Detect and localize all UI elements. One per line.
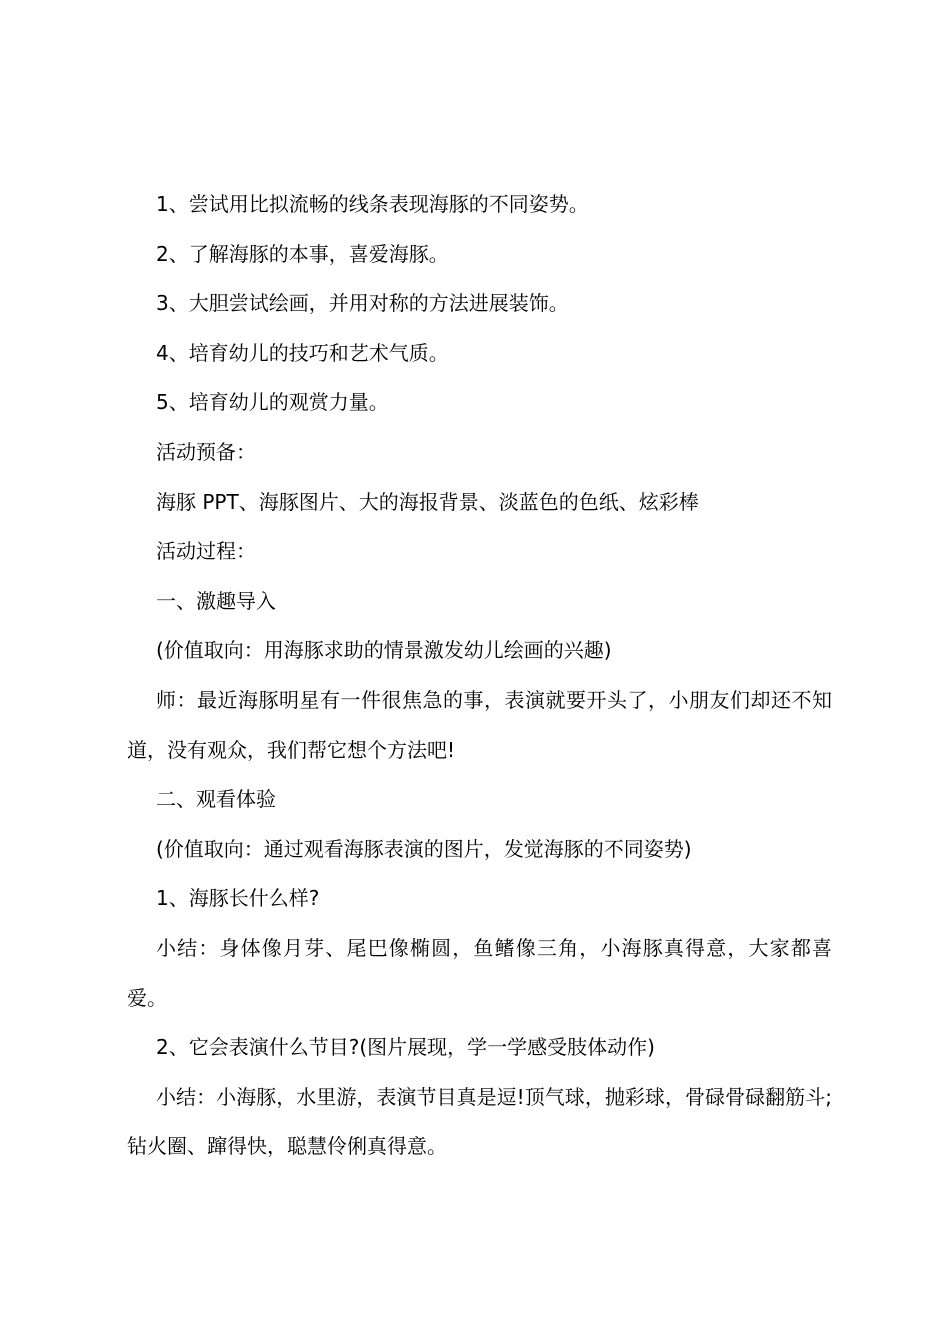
section-1-value: (价值取向：用海豚求助的情景激发幼儿绘画的兴趣) [156, 638, 612, 663]
question-2: 2、它会表演什么节目?(图片展现，学一学感受肢体动作) [156, 1035, 655, 1060]
section-2-value: (价值取向：通过观看海豚表演的图片，发觉海豚的不同姿势) [156, 836, 692, 861]
objective-4: 4、培育幼儿的技巧和艺术气质。 [156, 340, 449, 365]
process-heading: 活动过程： [156, 539, 256, 564]
summary-1: 小结：身体像月芽、尾巴像椭圆，鱼鳍像三角，小海豚真得意，大家都喜爱。 [127, 935, 832, 1010]
preparation-heading: 活动预备： [156, 439, 256, 464]
objective-2: 2、了解海豚的本事，喜爱海豚。 [156, 241, 449, 266]
preparation-materials: 海豚 PPT、海豚图片、大的海报背景、淡蓝色的色纸、炫彩棒 [156, 489, 699, 514]
section-2-heading: 二、观看体验 [156, 787, 276, 812]
objective-1: 1、尝试用比拟流畅的线条表现海豚的不同姿势。 [156, 192, 589, 216]
document-body [127, 180, 832, 1172]
question-1: 1、海豚长什么样? [156, 886, 320, 911]
objective-3: 3、大胆尝试绘画，并用对称的方法进展装饰。 [156, 291, 569, 316]
objective-5: 5、培育幼儿的观赏力量。 [156, 390, 389, 415]
section-1-heading: 一、激趣导入 [156, 588, 276, 613]
teacher-dialogue: 师：最近海豚明星有一件很焦急的事，表演就要开头了，小朋友们却还不知道，没有观众，我们帮它想个方法吧! [127, 687, 832, 762]
summary-2: 小结：小海豚，水里游，表演节目真是逗!顶气球，抛彩球，骨碌骨碌翻筋斗;钻火圈、蹿得快，聪慧伶俐真得意。 [127, 1084, 832, 1159]
